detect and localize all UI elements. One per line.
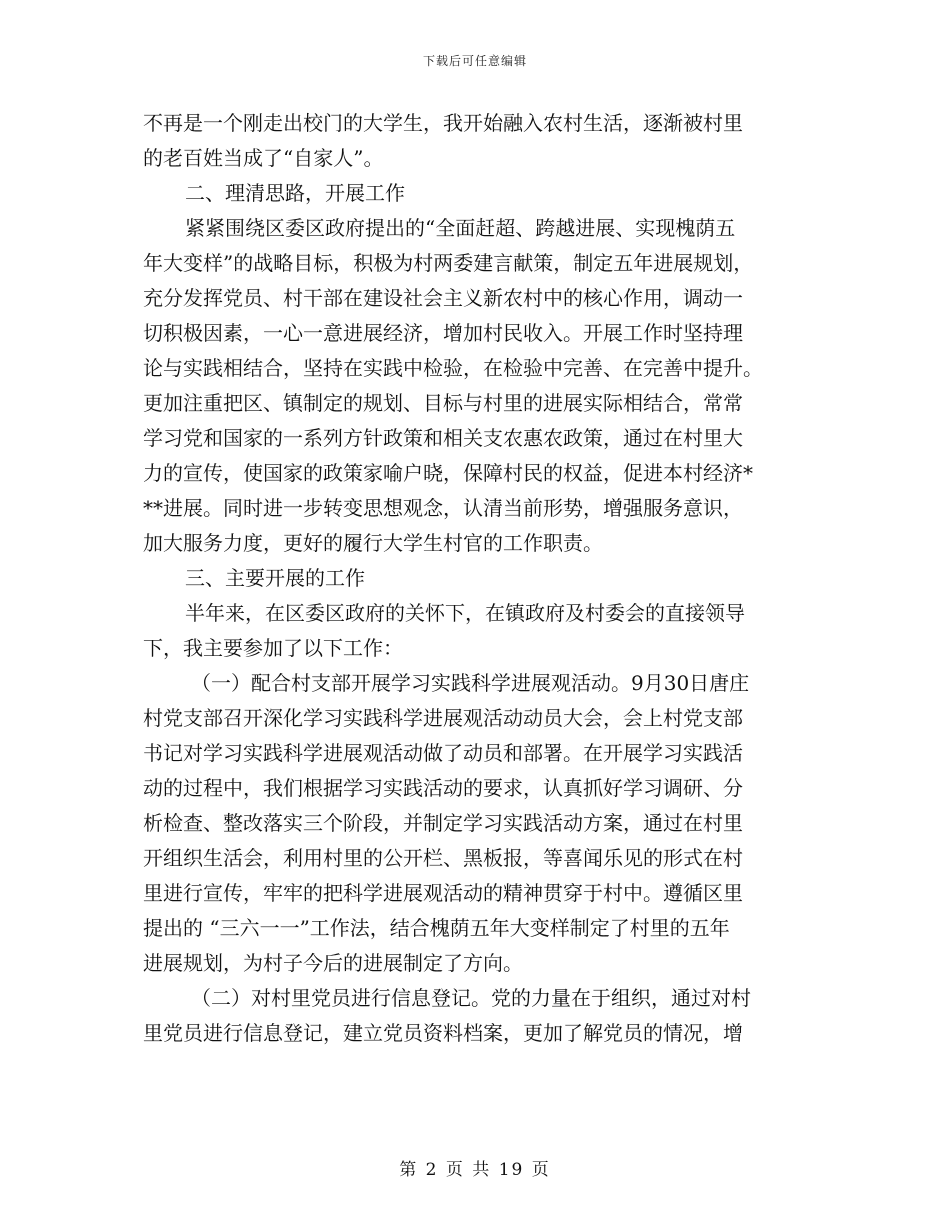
page-footer: 第 2 页 共 19 页	[399, 1160, 551, 1180]
text-line: 里党员进行信息登记，建立党员资料档案，更加了解党员的情况，增	[143, 1021, 743, 1045]
text-line: 下，我主要参加了以下工作：	[143, 636, 403, 660]
text-line: 不再是一个刚走出校门的大学生，我开始融入农村生活，逐渐被村里	[143, 111, 743, 135]
text-line: 析检查、整改落实三个阶段，并制定学习实践活动方案，通过在村里	[143, 811, 743, 835]
page-header: 下载后可任意编辑	[422, 54, 527, 68]
text-line: 书记对学习实践科学进展观活动做了动员和部署。在开展学习实践活	[143, 741, 743, 765]
text-line: 加大服务力度，更好的履行大学生村官的工作职责。	[143, 531, 603, 555]
text-line: 村党支部召开深化学习实践科学进展观活动动员大会，会上村党支部	[143, 706, 743, 730]
text-line: 年大变样”的战略目标，积极为村两委建言献策，制定五年进展规划，	[143, 251, 754, 275]
text-line: 力的宣传，使国家的政策家喻户晓，保障村民的权益，促进本村经济*	[143, 461, 753, 485]
text-line: 切积极因素，一心一意进展经济，增加村民收入。开展工作时坚持理	[143, 321, 743, 345]
text-line: 的老百姓当成了“自家人”。	[143, 146, 384, 170]
text-line: 开组织生活会，利用村里的公开栏、黑板报，等喜闻乐见的形式在村	[143, 846, 743, 870]
text-line: 里进行宣传，牢牢的把科学进展观活动的精神贯穿于村中。遵循区里	[143, 881, 743, 905]
document-body	[143, 106, 805, 1051]
subsection-line: （二）对村里党员进行信息登记。党的力量在于组织，通过对村	[191, 986, 751, 1010]
text-line: 紧紧围绕区委区政府提出的“全面赶超、跨越进展、实现槐荫五	[185, 216, 736, 240]
text-line: 更加注重把区、镇制定的规划、目标与村里的进展实际相结合，常常	[143, 391, 743, 415]
text-line: **进展。同时进一步转变思想观念，认清当前形势，增强服务意识，	[143, 496, 743, 520]
text-line: 充分发挥党员、村干部在建设社会主义新农村中的核心作用，调动一	[143, 286, 743, 310]
section-heading: 二、理清思路，开展工作	[185, 181, 405, 205]
section-heading: 三、主要开展的工作	[185, 566, 365, 590]
text-line: 动的过程中，我们根据学习实践活动的要求，认真抓好学习调研、分	[143, 776, 743, 800]
subsection-line: （一）配合村支部开展学习实践科学进展观活动。9月30日唐庄	[191, 671, 750, 695]
text-line: 论与实践相结合，坚持在实践中检验，在检验中完善、在完善中提升。	[143, 356, 763, 380]
text-line: 提出的 “三六一一”工作法，结合槐荫五年大变样制定了村里的五年	[143, 916, 730, 940]
text-line: 学习党和国家的一系列方针政策和相关支农惠农政策，通过在村里大	[143, 426, 743, 450]
text-line: 半年来，在区委区政府的关怀下，在镇政府及村委会的直接领导	[185, 601, 745, 625]
text-line: 进展规划，为村子今后的进展制定了方向。	[143, 951, 523, 975]
